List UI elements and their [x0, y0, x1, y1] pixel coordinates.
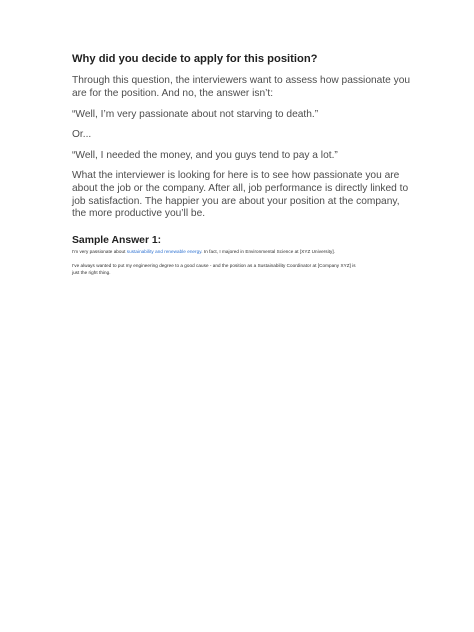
sample-text-before-link: I'm very passionate about — [72, 249, 127, 255]
question-heading: Why did you decide to apply for this position? — [72, 53, 318, 65]
intro-paragraph: Through this question, the interviewers want to assess how passionate you are for the position. And no, the answer isn’t: — [72, 75, 411, 99]
bad-answer-quote-1: “Well, I’m very passionate about not starving to death.” — [72, 108, 319, 120]
sample-answer-line-2: I've always wanted to put my engineering degree to a good cause - and the position as a Sustainability Coordinator at [Company XYZ] is just the right thing. — [72, 263, 356, 276]
sample-text-after-link: . In fact, I majored in Environmental Science at [XYZ University]. — [201, 249, 335, 255]
explanation-paragraph: What the interviewer is looking for here is to see how passionate you are about the job or the company. After all, job performance is directly linked to job satisfaction. The happier you are about your position at the company, the more productive you’ll be. — [72, 169, 409, 220]
or-text: Or... — [72, 129, 92, 141]
bad-answer-quote-2: “Well, I needed the money, and you guys tend to pay a lot.” — [72, 150, 338, 162]
document-content — [72, 52, 412, 276]
sustainability-link[interactable]: sustainability and renewable energy — [126, 249, 202, 255]
sample-answer-title: Sample Answer 1: — [72, 235, 162, 247]
sample-answer-line-1 — [72, 248, 412, 255]
